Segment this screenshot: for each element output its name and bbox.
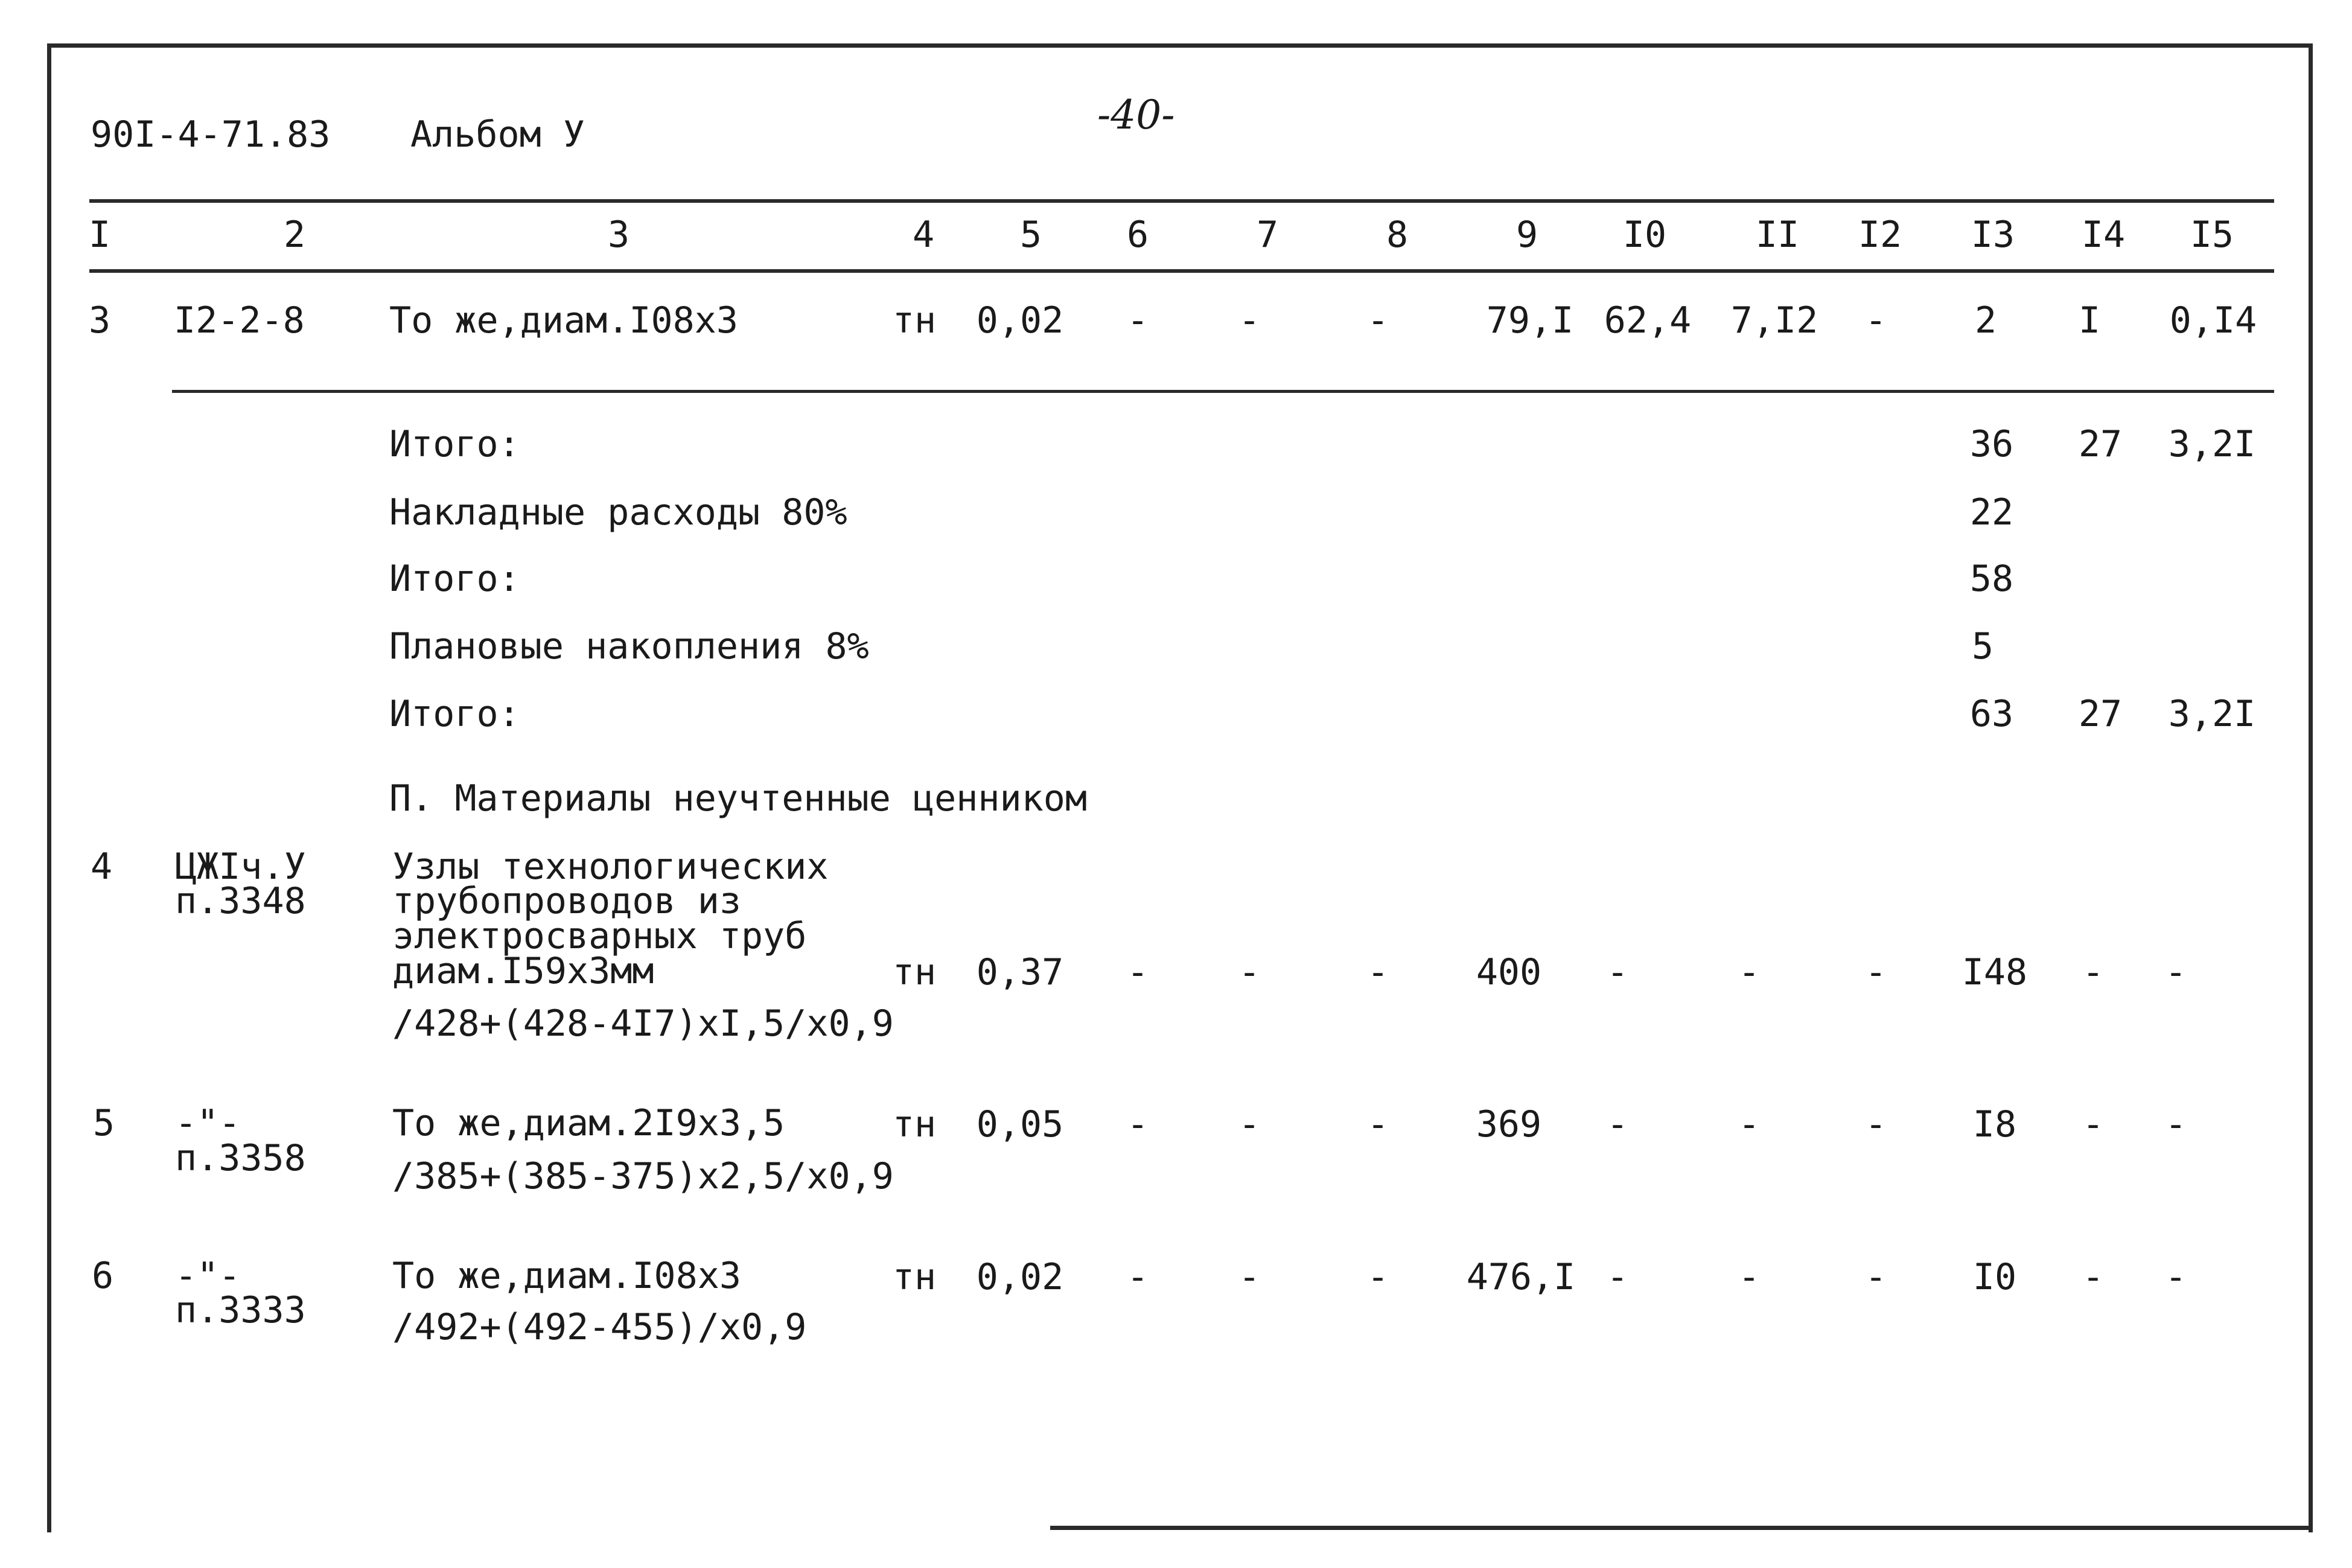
row-name-line: Узлы технологических [392,846,829,888]
row-name: То же,диам.I08х3 [389,299,738,342]
row-cell: 369 [1476,1103,1542,1146]
row-cell: 0,I4 [2169,299,2257,342]
planned-savings-c13: 5 [1971,625,1994,668]
row-qty: 0,02 [976,1256,1064,1298]
row-cell: 400 [1476,951,1542,993]
row-cell: - [2164,951,2187,993]
row-name-line: То же,диам.2I9х3,5 [392,1102,785,1144]
row-qty: 0,02 [976,299,1064,342]
row-number: 3 [88,299,111,342]
row-cell: - [1126,951,1149,993]
row-qty: 0,37 [976,951,1064,993]
row-code-ref: п.3358 [175,1137,306,1179]
row-code: -"- [175,1255,241,1297]
total-label: Итого: [389,558,520,600]
column-header: I0 [1622,214,1667,256]
row-cell: - [1238,951,1261,993]
overhead-c13: 22 [1969,491,2014,534]
column-header: 8 [1386,214,1409,256]
page-number: -40- [1097,92,1175,138]
grand-total-label: Итого: [389,693,520,735]
total-label: Итого: [389,423,520,465]
page-frame-bottom [1050,1526,2309,1530]
row-name-line: /428+(428-4I7)хI,5/х0,9 [392,1002,894,1045]
column-header: II [1755,214,1800,256]
row-cell: - [1366,951,1389,993]
column-header: 2 [283,214,306,256]
row-cell: - [1606,1256,1629,1298]
total-c13: 36 [1969,423,2014,465]
row-cell: I48 [1962,951,2028,993]
row-name-line: трубопроводов из [392,880,741,922]
column-header: 9 [1515,214,1538,256]
row-unit: тн [892,951,937,993]
row-cell: - [1738,951,1761,993]
total-c13: 58 [1969,558,2014,600]
column-header: I2 [1858,214,1902,256]
overhead-label: Накладные расходы 80% [389,491,847,534]
row-code-ref: п.3333 [175,1289,306,1331]
column-header: I4 [2081,214,2126,256]
row-cell: - [1738,1256,1761,1298]
row-cell: I [2078,299,2101,342]
row-cell: - [1366,299,1389,342]
row-cell: - [1366,1256,1389,1298]
column-header: 4 [912,214,935,256]
row-code-ref: п.3348 [175,880,306,922]
album-label: Альбом У [410,113,585,156]
row-cell: 62,4 [1604,299,1692,342]
row-cell: - [2082,1103,2105,1146]
doc-number: 90I-4-71.83 [91,113,331,156]
row-cell: - [2164,1256,2187,1298]
column-header: I5 [2190,214,2234,256]
row-name-line: электросварных труб [392,915,807,957]
row-name-line: /492+(492-455)/х0,9 [392,1306,807,1348]
row-qty: 0,05 [976,1103,1064,1146]
row-cell: - [2082,951,2105,993]
row-cell: I8 [1972,1103,2017,1146]
row-unit: тн [892,299,937,342]
row-cell: - [1238,1103,1261,1146]
column-header: 6 [1126,214,1149,256]
planned-savings-label: Плановые накопления 8% [389,625,869,668]
row-cell: - [1238,1256,1261,1298]
column-header: I [88,214,111,256]
total-c14: 27 [2078,423,2123,465]
row-cell: - [1126,1256,1149,1298]
row-cell: - [1366,1103,1389,1146]
totals-rule [172,390,2274,393]
column-header: 7 [1256,214,1279,256]
row-cell: 7,I2 [1730,299,1818,342]
row-number: 6 [91,1255,114,1297]
row-cell: - [1126,299,1149,342]
row-number: 5 [92,1102,115,1144]
row-cell: - [1864,1256,1887,1298]
row-cell: - [1864,1103,1887,1146]
total-c15: 3,2I [2168,423,2256,465]
header-rule-bottom [89,269,2274,273]
grand-total-c13: 63 [1969,693,2014,735]
row-cell: - [2164,1103,2187,1146]
row-cell: - [1238,299,1261,342]
row-cell: - [1126,1103,1149,1146]
grand-total-c15: 3,2I [2168,693,2256,735]
row-cell: - [1864,951,1887,993]
page-frame [47,43,2313,1532]
row-unit: тн [892,1256,937,1298]
row-cell: - [1606,951,1629,993]
row-cell: - [1606,1103,1629,1146]
row-name-line: диам.I59х3мм [392,950,654,992]
header-rule-top [89,199,2274,203]
row-name-line: То же,диам.I08х3 [392,1255,741,1297]
row-code: ЦЖIч.У [175,846,306,888]
grand-total-c14: 27 [2078,693,2123,735]
row-code: -"- [175,1102,241,1144]
column-header: 5 [1019,214,1042,256]
row-unit: тн [892,1103,937,1146]
row-number: 4 [90,846,113,888]
row-cell: 79,I [1486,299,1574,342]
row-cell: - [1864,299,1887,342]
row-name-line: /385+(385-375)х2,5/х0,9 [392,1155,894,1197]
column-header: 3 [607,214,630,256]
section-title: П. Материалы неучтенные ценником [389,777,1087,820]
row-cell: - [1738,1103,1761,1146]
row-code: I2-2-8 [174,299,305,342]
row-cell: 2 [1974,299,1997,342]
row-cell: 476,I [1466,1256,1576,1298]
row-cell: - [2082,1256,2105,1298]
row-cell: I0 [1972,1256,2017,1298]
column-header: I3 [1971,214,2015,256]
